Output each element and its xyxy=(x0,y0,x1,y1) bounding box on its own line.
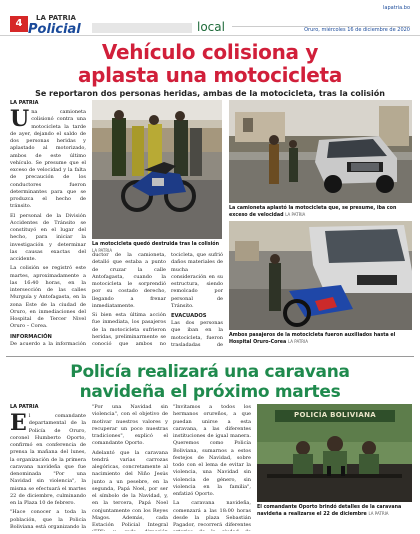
photo-caption xyxy=(257,505,412,519)
story2-kicker: LA PATRIA xyxy=(10,404,39,410)
story2-paragraph: La caravana navideña, comenzará a las 18:00 horas desde la plaza Sebastián Pagador, recorrerá diferentes xyxy=(173,500,251,528)
caption-text: La camioneta aplastó la motocicleta que, se presume, iba con exceso de velocidad xyxy=(229,206,397,219)
brand-name: LA PATRIA xyxy=(36,14,76,22)
police-banner-text: POLICÍA BOLIVIANA xyxy=(294,411,376,419)
caption-text: Ambos pasajeros de la motocicleta fueron auxiliados hasta el Hospital Oruro-Corea xyxy=(229,333,396,346)
story1-paragraph: Las dos personas que iban en la motocicleta, fueron trasladadas de xyxy=(171,320,223,348)
photo-credit: LA PATRIA xyxy=(92,248,113,254)
photo-credit: LA PATRIA xyxy=(285,212,306,218)
story2-headline-line1: Policía realizará una caravana xyxy=(70,362,350,382)
photo-destroyed-motorcycle xyxy=(92,100,222,239)
brand-section: Policial xyxy=(28,22,81,37)
photo-destroyed-motorcycle-image xyxy=(92,100,222,239)
photo-credit: LA PATRIA xyxy=(287,339,309,345)
caption-text: El comandante Oporto brindó detalles de la caravana navideña a realizarse el 22 de diciembre xyxy=(257,505,402,518)
story1-kicker: LA PATRIA xyxy=(10,100,39,106)
story1-paragraph: La colisión se registró este martes, aproximadamente a las 16:40 horas, en la intersección de las calles Murguía y Antofagasta, en la zona Este de la ciudad de Oruro, en inmediaciones del Hospital de Tercer Nivel Oruro – Corea. xyxy=(10,265,86,330)
caption-text: La motocicleta quedó destruida tras la colisión xyxy=(92,242,219,247)
page-header xyxy=(0,0,420,36)
story1-headline-line1: Vehículo colisiona y xyxy=(101,40,319,64)
story1-column-1 xyxy=(10,109,86,348)
story1-paragraph: ductor de la camioneta, detalló que estaba a punto de cruzar la calle Antofagasta, cuando la motocicleta le sorprendió por su costado derecho, llegando a frenar inmediatamente. xyxy=(92,252,166,309)
photo-motorcycle-wreck xyxy=(229,221,412,330)
story1-paragraph: na camioneta colisionó contra una motocicleta la tarde de ayer, dejando el saldo de dos personas heridas y aplastado al motorizado, ambos de este último vehículo. Se presume que el exceso de velocidad y la falta de precaución de los conductores fueron determinantes para que se produzca el hecho de tránsito. xyxy=(10,109,86,210)
site-url: lapatria.bo xyxy=(383,5,410,11)
header-bar xyxy=(92,23,192,33)
story2-paragraph: Adelantó que la caravana tendrá varias carrozas alegóricas, concretamente al nacimiento del Niño Jesús junto a un pesebre, en la segunda, Papá Noel, por ser el símbolo de la Navidad, y, en la tercera, Papá Noel conjuntamente con los Reyes Magos. Además, cada Estación Policial Integral xyxy=(92,449,168,528)
story1-subhead: INFORMACIÓN xyxy=(10,333,52,340)
section-divider xyxy=(6,356,414,357)
story2-column-3 xyxy=(173,404,251,531)
story1-paragraph: El personal de la División Accidentes de Tránsito se constituyó en el lugar del hecho, para iniciar la investigación y determinar las causas exactas del accidente. xyxy=(10,212,86,262)
story2-headline-line2: navideña el próximo martes xyxy=(79,382,341,402)
photo-truck-collision xyxy=(229,100,412,203)
story2-dropcap: E xyxy=(10,413,27,436)
story2-paragraph: "Por una Navidad sin violencia", con el objetivo de motivar nuestros valores y recuperar un poco nuestras tradiciones", explicó el comandante Oporto. xyxy=(92,404,168,447)
page-number: 4 xyxy=(10,16,28,32)
photo-truck-collision-image xyxy=(229,100,412,203)
issue-date: Oruro, miércoles 16 de diciembre de 2020 xyxy=(304,27,410,33)
story1-headline-line2: aplasta una motocicleta xyxy=(77,63,343,87)
story1-paragraph: tocicleta, que sufrió daños materiales de mucha consideración en su estructura, siendo remolcado por personal de Tránsito. xyxy=(171,252,223,309)
photo-caption xyxy=(229,206,412,220)
story2-paragraph: l comandante departamental de la Policía de Oruro, coronel Humberto Oporto, confirmó en conferencia de prensa la mañana del lunes, la organización de la primera caravana navideña que fue denominada "Por una Navidad sin violencia", la misma se efectuará el martes 22 de diciembre, culminando en la Plaza 10 de febrero. xyxy=(10,413,86,506)
photo-press-conference xyxy=(257,404,412,502)
story1-paragraph: De acuerdo a la información xyxy=(10,340,86,347)
story2-column-1 xyxy=(10,413,86,531)
story2-column-2 xyxy=(92,404,168,531)
story1-subhead: EVACUADOS xyxy=(171,313,207,319)
story1-column-3 xyxy=(171,252,223,348)
story2-paragraph: "Hace conocer a toda la población, que la Policía Boliviana está organizando la xyxy=(10,509,86,530)
story1-subheadline: Se reportaron dos personas heridas, ambas de la motocicleta, tras la colisión xyxy=(35,89,385,98)
story1-dropcap: U xyxy=(10,109,30,132)
story1-paragraph: Si bien esta última acción fue inmediata, los pasajeros de la motocicleta sufrieron heridas, preliminarmente se conoció que ambos no xyxy=(92,312,166,347)
section-label: local xyxy=(197,20,225,34)
photo-credit: LA PATRIA xyxy=(368,511,389,517)
story2-paragraph: "Invitamos a todos los hermanos orureños, a que puedan unirse a esta caravana, a las diferentes instituciones de igual manera. Queremos como Policía Boliviana, sumarnos a estos festejos de Navidad, sobre todo con el lema de evitar la violencia, una Navidad sin violencia de género, sin violencia en la familia", enfatizó Oporto. xyxy=(173,404,251,497)
story1-column-2 xyxy=(92,252,166,348)
photo-caption xyxy=(229,333,412,347)
photo-motorcycle-wreck-image xyxy=(229,221,412,330)
